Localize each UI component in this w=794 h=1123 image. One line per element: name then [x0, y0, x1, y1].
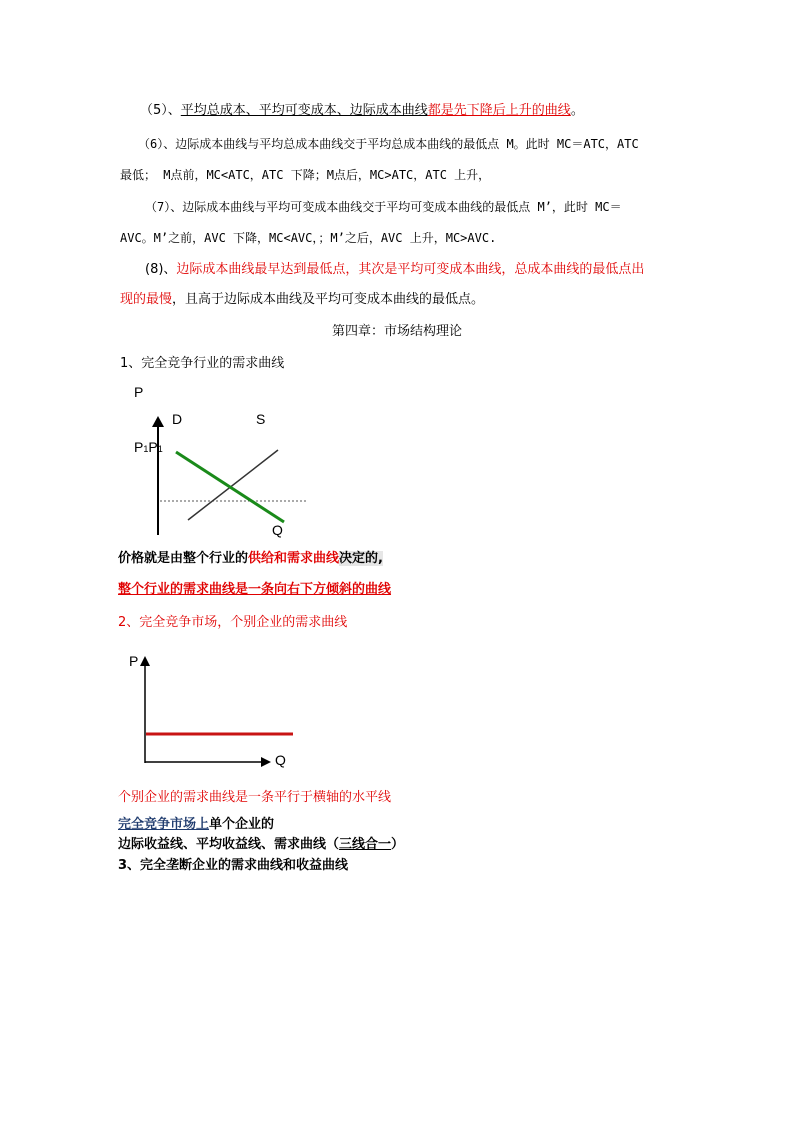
price-axis-label: P [129, 653, 139, 669]
section-2-heading: 2、完全竞争市场，个别企业的需求曲线 [118, 615, 348, 630]
price-p1-label: P1P1 [134, 439, 163, 455]
section-1-heading: 1、完全竞争行业的需求曲线 [120, 356, 285, 371]
firm-demand-chart-svg [120, 650, 300, 775]
demand-curve [176, 452, 284, 522]
industry-demand-caption: 整个行业的需求曲线是一条向右下方倾斜的曲线 [118, 582, 392, 597]
summary-line-2: 边际收益线、平均收益线、需求曲线（三线合一） [118, 837, 405, 852]
note-item-6-line-2: 最低； M点前，MC<ATC，ATC 下降；M点后，MC>ATC，ATC 上升， [120, 168, 491, 182]
firm-demand-caption: 个别企业的需求曲线是一条平行于横轴的水平线 [118, 790, 392, 805]
note-item-8-line-2: 现的最慢，且高于边际成本曲线及平均可变成本曲线的最低点。 [120, 292, 485, 307]
industry-demand-chart [120, 380, 320, 540]
note-item-7-line-2: AVC。M’之前，AVC 下降，MC<AVC，；M’之后，AVC 上升，MC>AVC. [120, 231, 497, 245]
firm-demand-chart [120, 650, 300, 775]
chapter-title: 第四章：市场结构理论 [331, 324, 462, 339]
price-axis-label: P [134, 384, 144, 400]
red-underlined-text: 都是先下降后上升的曲线 [427, 103, 571, 118]
price-determination-caption: 价格就是由整个行业的供给和需求曲线决定的, [118, 551, 383, 566]
supply-label: S [256, 411, 266, 427]
y-axis-arrow-icon [140, 656, 150, 666]
note-item-5: （5）、平均总成本、平均可变成本、边际成本曲线都是先下降后上升的曲线。 [140, 103, 584, 118]
quantity-axis-label: Q [272, 522, 283, 538]
underlined-text: 平均总成本、平均可变成本、边际成本曲线 [180, 103, 428, 118]
x-axis-arrow-icon [261, 757, 271, 767]
note-item-7-line-1: （7）、边际成本曲线与平均可变成本曲线交于平均可变成本曲线的最低点 M’，此时 MC＝ [145, 200, 622, 214]
section-3-heading: 3、完全垄断企业的需求曲线和收益曲线 [118, 858, 349, 873]
y-axis-arrow-icon [152, 416, 164, 427]
demand-label: D [172, 411, 183, 427]
summary-line-1: 完全竞争市场上单个企业的 [118, 817, 275, 832]
quantity-axis-label: Q [275, 752, 286, 768]
note-item-6-line-1: （6）、边际成本曲线与平均总成本曲线交于平均总成本曲线的最低点 M。此时 MC＝ATC，ATC [138, 137, 639, 151]
note-item-8-line-1: (8)、边际成本曲线最早达到最低点，其次是平均可变成本曲线，总成本曲线的最低点出 [145, 262, 645, 277]
industry-demand-chart-svg [120, 380, 320, 540]
